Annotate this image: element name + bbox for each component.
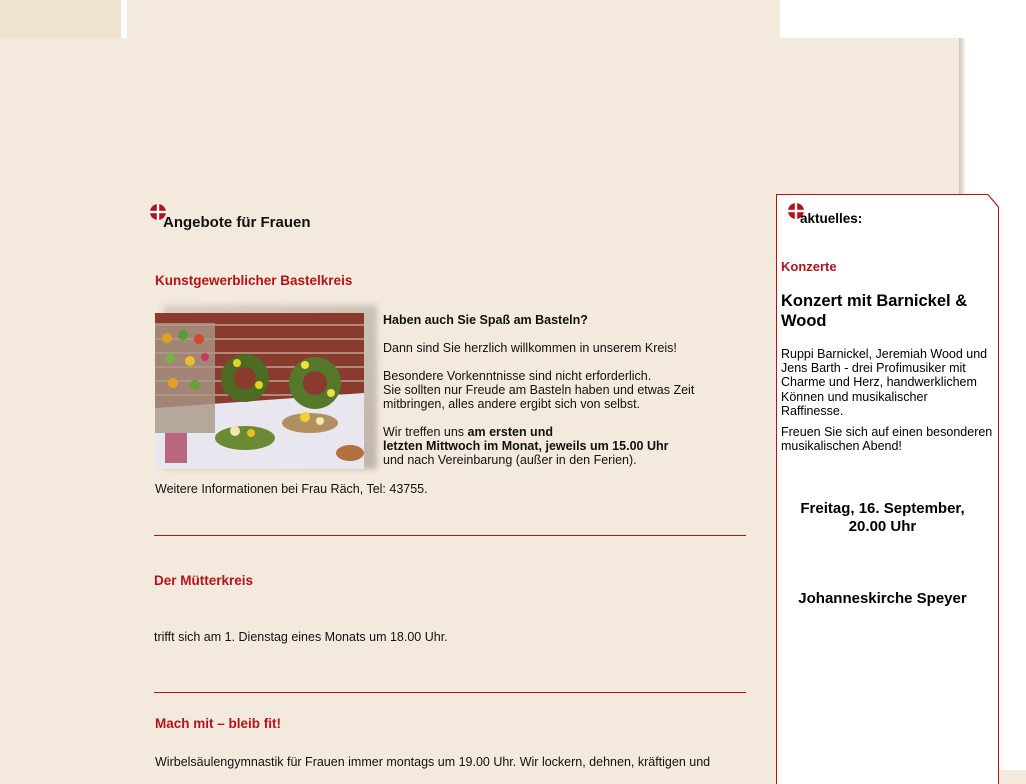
content-shadow xyxy=(959,38,966,198)
intro-question: Haben auch Sie Spaß am Basteln? xyxy=(383,313,588,327)
meeting-line-1 xyxy=(383,425,553,439)
welcome-text: Dann sind Sie herzlich willkommen in unserem Kreis! xyxy=(383,341,677,355)
event-date xyxy=(781,500,984,536)
event-date-line-1: Freitag, 16. September, xyxy=(800,500,965,517)
header-strip-gap xyxy=(121,0,127,38)
news-heading: aktuelles: xyxy=(800,211,863,226)
section-title-muetterkreis: Der Mütterkreis xyxy=(154,573,254,588)
news-category: Konzerte xyxy=(781,259,837,274)
requirements-line-3: mitbringen, alles andere ergibt sich von selbst. xyxy=(383,397,641,411)
section-divider xyxy=(154,535,746,536)
news-box xyxy=(776,194,999,784)
section-divider xyxy=(154,692,746,693)
crafts-photo xyxy=(155,313,364,469)
section-title-bastelkreis: Kunstgewerblicher Bastelkreis xyxy=(155,273,353,288)
requirements-line-2: Sie sollten nur Freude am Basteln haben und etwas Zeit xyxy=(383,383,695,397)
meeting-line-3: und nach Vereinbarung (außer in den Ferien). xyxy=(383,453,637,467)
news-description: Ruppi Barnickel, Jeremiah Wood und Jens Barth - drei Profimusiker mit Charme und Herz, handwerklichem Können und musikalischer Raffinesse. xyxy=(781,347,988,418)
page-title: Angebote für Frauen xyxy=(163,214,311,231)
contact-info: Weitere Informationen bei Frau Räch, Tel: 43755. xyxy=(155,482,428,496)
header-strip-left xyxy=(0,0,121,38)
event-date-line-2: 20.00 Uhr xyxy=(848,518,917,535)
requirements-line-1: Besondere Vorkenntnisse sind nicht erforderlich. xyxy=(383,369,652,383)
header-strip-right xyxy=(780,0,1026,38)
muetterkreis-text: trifft sich am 1. Dienstag eines Monats um 18.00 Uhr. xyxy=(154,630,448,644)
fitness-text: Wirbelsäulengymnastik für Frauen immer montags um 19.00 Uhr. Wir lockern, dehnen, kräftigen und xyxy=(155,755,711,769)
meeting-line-2: letzten Mittwoch im Monat, jeweils um 15.00 Uhr xyxy=(383,439,669,453)
meeting-prefix: Wir treffen uns xyxy=(383,425,468,439)
meeting-bold-1: am ersten und xyxy=(467,425,553,439)
news-title: Konzert mit Barnickel & Wood xyxy=(781,292,968,330)
news-box-top-border xyxy=(776,194,999,208)
section-title-fitness: Mach mit – bleib fit! xyxy=(155,716,282,731)
event-venue: Johanneskirche Speyer xyxy=(798,590,967,607)
news-invitation: Freuen Sie sich auf einen besonderen musikalischen Abend! xyxy=(781,425,993,454)
